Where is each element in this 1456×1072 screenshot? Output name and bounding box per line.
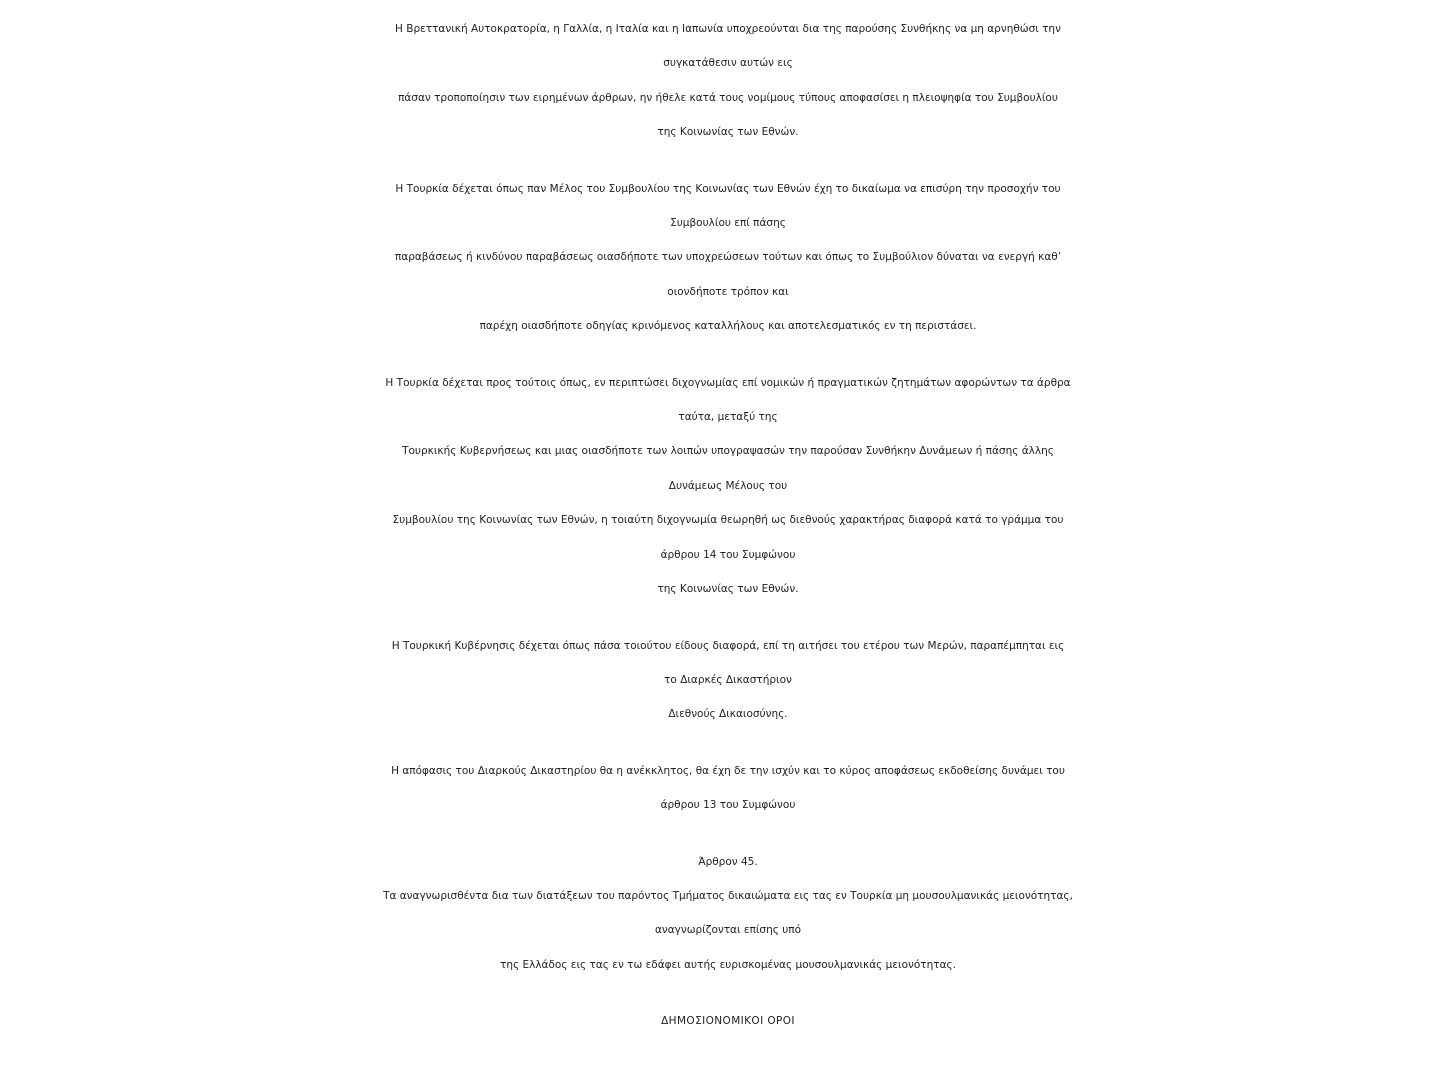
text-line: της Κοινωνίας των Εθνών. [657, 126, 799, 139]
section-title: ΔΗΜΟΣΙΟΝΟΜΙΚΟΙ ΟΡΟΙ [661, 1015, 795, 1028]
article-heading: Άρθρον 45. [698, 855, 758, 868]
text-line: ταύτα, μεταξύ της [678, 411, 778, 424]
text-line: πάσαν τροποποίησιν των ειρημένων άρθρων, ην ήθελε κατά τους νομίμους τύπους αποφασίσει η πλειοψηφία του Συμβουλίου [398, 91, 1058, 104]
text-line: άρθρου 14 του Συμφώνου [660, 548, 796, 561]
paragraph-council-rights [0, 172, 1456, 344]
text-line: το Διαρκές Δικαστήριον [664, 673, 792, 686]
text-line: Συμβουλίου επί πάσης [670, 217, 786, 230]
text-line: Δυνάμεως Μέλους του [668, 479, 788, 492]
text-line: οιονδήποτε τρόπον και [667, 285, 789, 298]
text-line: Η Τουρκία δέχεται προς τούτοις όπως, εν περιπτώσει διχογνωμίας επί νομικών ή πραγματικών ζητημάτων αφορώντων τα άρθρα [385, 376, 1071, 389]
text-line: Συμβουλίου της Κοινωνίας των Εθνών, η τοιαύτη διχογνωμία θεωρηθή ως διεθνούς χαρακτήρας διαφορά κατά το γράμμα του [392, 514, 1064, 527]
text-line: Τα αναγνωρισθέντα δια των διατάξεων του παρόντος Τμήματος δικαιώματα εις τας εν Τουρκία μη μουσουλμανικάς μειονότητας, [383, 889, 1073, 902]
paragraph-court-decision [0, 754, 1456, 823]
paragraph-dispute-definition [0, 366, 1456, 607]
text-line: Η απόφασις του Διαρκούς Δικαστηρίου θα η ανέκκλητος, θα έχη δε την ισχύν και το κύρος αποφάσεως εκδοθείσης δυνάμει του [391, 764, 1065, 777]
text-line: συγκατάθεσιν αυτών εις [663, 57, 793, 70]
text-line: Η Τουρκική Κυβέρνησις δέχεται όπως πάσα τοιούτου είδους διαφορά, επί τη αιτήσει του ετέρου των Μερών, παραπέμπηται εις [391, 639, 1065, 652]
text-line: Η Βρεττανική Αυτοκρατορία, η Γαλλία, η Ιταλία και η Ιαπωνία υποχρεούνται δια της παρούσης Συνθήκης να μη αρνηθώσι την [395, 23, 1061, 35]
text-line: παραβάσεως ή κινδύνου παραβάσεως οιασδήποτε των υποχρεώσεων τούτων και όπως το Συμβούλιον δύναται να ενεργή καθ’ [394, 251, 1062, 264]
text-line: της Κοινωνίας των Εθνών. [657, 583, 799, 596]
text-line: αναγνωρίζονται επίσης υπό [654, 924, 802, 937]
paragraph-article-45 [0, 845, 1456, 983]
section-heading [0, 1004, 1456, 1038]
text-line: παρέχη οιασδήποτε οδηγίας κρινόμενος καταλλήλους και αποτελεσματικός εν τη περιστάσει. [479, 320, 977, 333]
text-line: Η Τουρκία δέχεται όπως παν Μέλος του Συμβουλίου της Κοινωνίας των Εθνών έχη το δικαίωμα να επισύρη την προσοχήν του [395, 182, 1061, 195]
text-line: Διεθνούς Δικαιοσύνης. [668, 708, 788, 721]
paragraph-amendment-consent [0, 12, 1456, 150]
paragraph-court-referral [0, 629, 1456, 732]
text-line: άρθρου 13 του Συμφώνου [660, 799, 796, 812]
text-line: Τουρκικής Κυβερνήσεως και μιας οιασδήποτε των λοιπών υπογραψασών την παρούσαν Συνθήκην Δυνάμεων ή πάσης άλλης [402, 445, 1054, 458]
text-line: της Ελλάδος εις τας εν τω εδάφει αυτής ευρισκομένας μουσουλμανικάς μειονότητας. [500, 958, 956, 971]
